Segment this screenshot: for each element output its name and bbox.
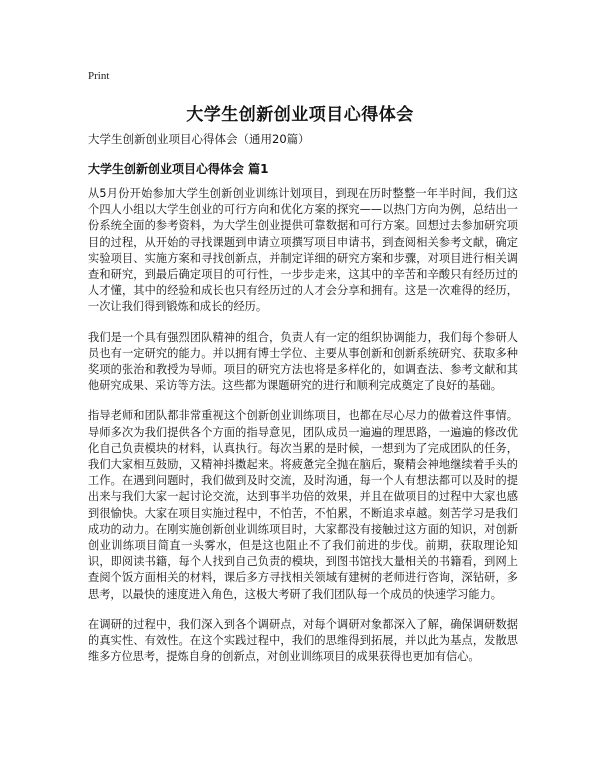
- document-subtitle: 大学生创新创业项目心得体会（通用20篇）: [88, 132, 310, 146]
- paragraph-4: 在调研的过程中，我们深入到各个调研点，对每个调研对象都深入了解，确保调研数据的真实性、有效性。在这个实践过程中，我们的思维得到拓展，并以此为基点，发散思维多方位思考，提炼自身的创新点，对创业训练项目的成果获得也更加有信心。: [88, 617, 518, 664]
- section-heading: 大学生创新创业项目心得体会 篇1: [88, 162, 269, 176]
- paragraph-2: 我们是一个具有强烈团队精神的组合，负责人有一定的组织协调能力，我们每个参研人员也有一定研究的能力。并以拥有博士学位、主要从事创新和创新系统研究、获取多种奖项的张治和教授为导师。项目的研究方法也将是多样化的，如调查法、参考文献和其他研究成果、采访等方法。这些都为课题研究的进行和顺利完成奠定了良好的基础。: [88, 330, 518, 393]
- paragraph-3: 指导老师和团队都非常重视这个创新创业训练项目，也都在尽心尽力的做着这件事情。导师多次为我们提供各个方面的指导意见，团队成员一遍遍的理思路，一遍遍的修改优化自己负责模块的材料，认真执行。每次当累的是时候，一想到为了完成团队的任务，我们大家相互鼓励，又精神抖擞起来。将疲惫完全抛在脑后，聚精会神地继续着手头的工作。在遇到问题时，我们做到及时交流，及时沟通，每一个人有想法都可以及时的提出来与我们大家一起讨论交流，达到事半功倍的效果，并且在做项目的过程中大家也感到很愉快。大家在项目实施过程中，不怕苦，不怕累，不断追求卓越。刻苦学习是我们成功的动力。在刚实施创新创业训练项目时，大家都没有接触过这方面的知识，对创新创业训练项目简直一头雾水，但是这也阻止不了我们前进的步伐。前期，获取理论知识，即阅读书籍，每个人找到自己负责的模块，到图书馆找大量相关的书籍看，到网上查阅个饭方面相关的材料，课后多方寻找相关领域有建树的老师进行咨询，深钻研，多思考，以最快的速度进入角色，这极大考研了我们团队每一个成员的快速学习能力。: [88, 409, 518, 601]
- paragraph-1: 从5月份开始参加大学生创新创业训练计划项目，到现在历时整整一年半时间，我们这个四人小组以大学生创业的可行方向和优化方案的探究——以热门方向为例，总结出一份系统全面的参考资料，为大学生创业提供可靠数据和可行方案。回想过去参加研究项目的过程，从开始的寻找课题到申请立项撰写项目申请书，到查阅相关参考文献，确定实验项目、实施方案和寻找创新点，并制定详细的研究方案和步骤，对项目进行相关调查和研究，到最后确定项目的可行性，一步步走来，这其中的辛苦和辛酸只有经历过的人才懂，其中的经验和成长也只有经历过的人才会分享和拥有。这是一次难得的经历，一次让我们得到锻炼和成长的经历。: [88, 187, 518, 314]
- page-title: 大学生创新创业项目心得体会: [186, 105, 414, 125]
- article-body: [88, 186, 518, 679]
- print-label: Print: [88, 70, 110, 82]
